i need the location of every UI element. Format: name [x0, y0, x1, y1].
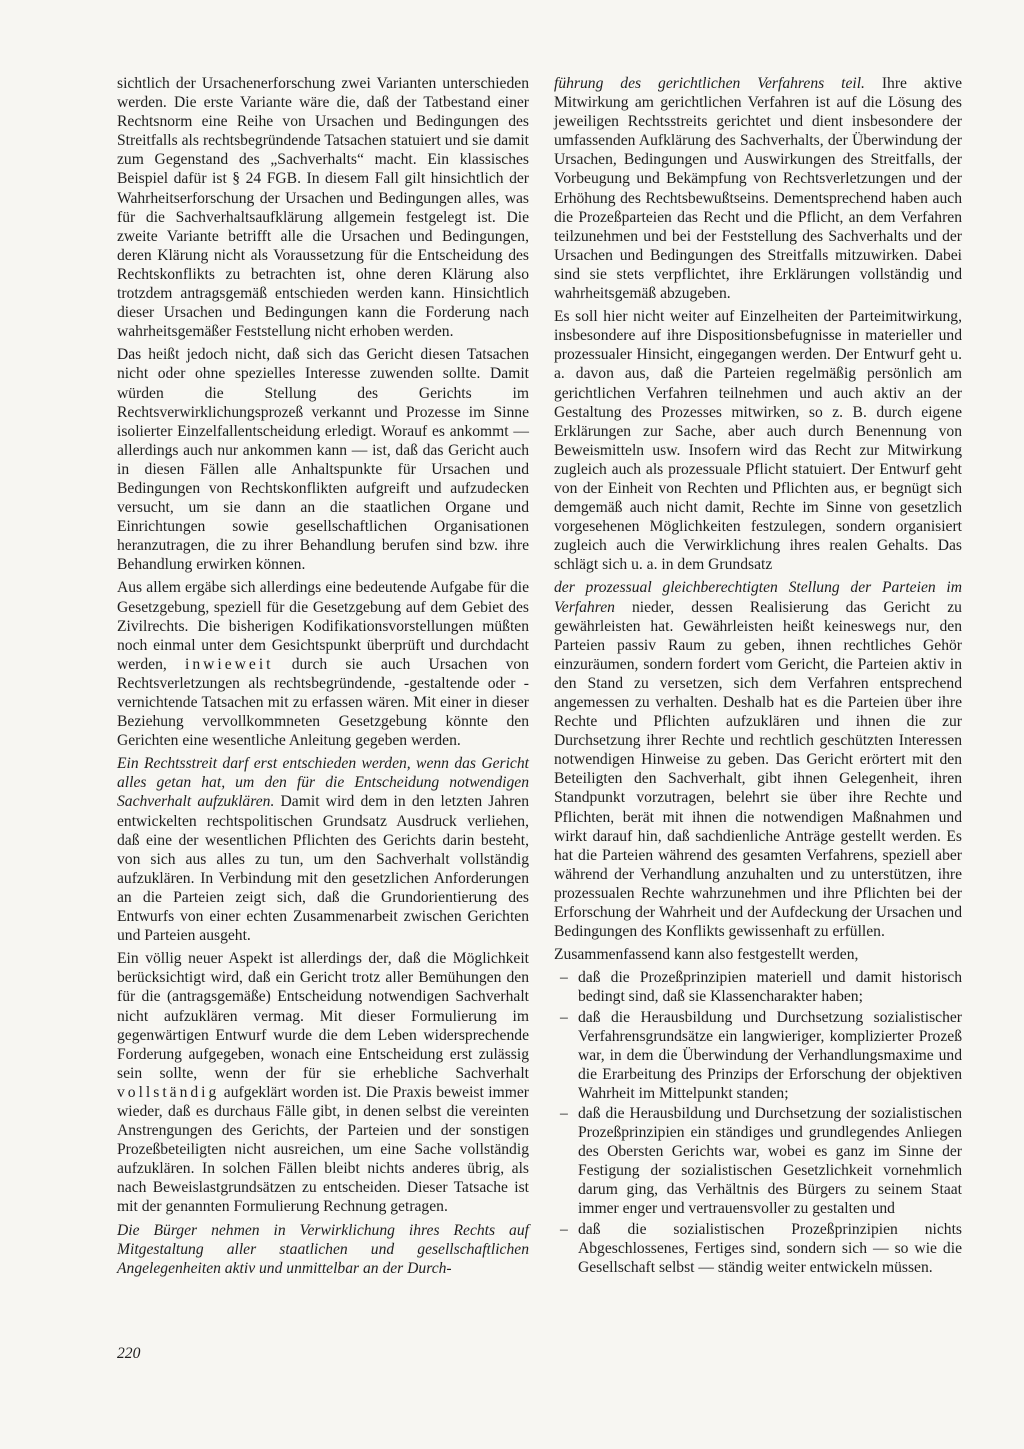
- paragraph: Das heißt jedoch nicht, daß sich das Gericht diesen Tatsachen nicht oder ohne spezielles Interesse zuwenden sollte. Damit würden die Stellung des Gerichts im Rechtsverwirklichungsprozeß verkannt und Prozesse im Sinne isolierter Einzelfallentscheidung erledigt. Worauf es ankommt — allerdings auch nur ankommen kann — ist, daß das Gericht auch in diesen Fällen alle Anhaltspunkte für Ursachen und Bedingungen von Rechtskonflikten aufgreift und aufzudecken versucht, um sie dann an die staatlichen Organe und Einrichtungen sowie gesellschaftlichen Organisationen heranzutragen, die zu ihrer Behandlung berufen sind bzw. ihre Behandlung erwirken können.: [117, 346, 529, 574]
- paragraph: der prozessual gleichberechtigten Stellung der Parteien im Verfahren nieder, dessen Realisierung das Gericht zu gewährleisten hat. Gewährleisten heißt keineswegs nur, den Parteien passiv Raum zu geben, ihnen rechtliches Gehör einzuräumen, sondern fordert vom Gericht, die Parteien aktiv in den Stand zu versetzen, sich dem Verfahren entsprechend angemessen zu verhalten. Deshalb hat es die Parteien über ihre Rechte und Pflichten aufzuklären und ihnen die zur Durchsetzung ihrer Rechte und rechtlich geschützten Interessen notwendigen Hinweise zu geben. Das Gericht erörtert mit den Beteiligten den Sachverhalt, gibt ihnen Gelegenheit, ihren Standpunkt vorzutragen, belehrt sie über ihre Rechte und Pflichten, berät mit ihnen die notwendigen Maßnahmen und wirkt darauf hin, daß sachdienliche Anträge gestellt werden. Es hat die Parteien während des gesamten Verfahrens, speziell aber während der Verhandlung anzuhalten und zu unterstützen, ihre prozessualen Rechte wahrzunehmen und ihre Pflichten bei der Erforschung der Wahrheit und der Aufdeckung der Ursachen und Bedingungen des Konflikts gewissenhaft zu erfüllen.: [554, 579, 962, 941]
- spaced-emphasis: inwieweit: [185, 655, 274, 673]
- paragraph: sichtlich der Ursachenerforschung zwei Varianten unterschieden werden. Die erste Variante wäre die, daß der Tatbestand einer Rechtsnorm eine Reihe von Ursachen und Bedingungen des Streitfalls als rechtsbegründende Tatsachen statuiert und sie damit zum Gegenstand des „Sachverhalts“ macht. Ein klassisches Beispiel dafür ist § 24 FGB. In diesem Fall gilt hinsichtlich der Wahrheitserforschung der Ursachen und Bedingungen alles, was für die Sachverhaltsaufklärung allgemein festgelegt ist. Die zweite Variante betrifft alle die Ursachen und Bedingungen, deren Klärung nicht als Voraussetzung für die Entscheidung des Rechtskonflikts zu betrachten ist, ohne deren Klärung also trotzdem antragsgemäß entschieden werden kann. Hinsichtlich dieser Ursachen und Bedingungen kann die Forderung nach wahrheitsgemäßer Feststellung nicht erhoben werden.: [117, 75, 529, 341]
- page-number: 220: [117, 1345, 141, 1362]
- principle-heading: Die Bürger nehmen in Verwirklichung ihres Rechts auf Mitgestaltung aller staatlichen und gesellschaftlichen Angelegenheiten aktiv und unmittelbar an der Durch-: [117, 1221, 529, 1277]
- paragraph: Zusammenfassend kann also festgestellt werden,: [554, 946, 859, 964]
- principle-heading: der prozessual gleichberechtigten Stellung der Parteien im Verfahren: [554, 579, 962, 616]
- list-item: – daß die Herausbildung und Durchsetzung der sozialistischen Prozeßprinzipien ein ständiges und grundlegendes Anliegen des Obersten Gerichts war, wobei es ganz im Sinne der Festigung der sozialistischen Gesetzlichkeit vornehmlich darum ging, das Verhältnis des Bürgers zu seinem Staat immer enger und vertrauensvoller zu gestalten und: [554, 1104, 962, 1219]
- paragraph: führung des gerichtlichen Verfahrens teil. Ihre aktive Mitwirkung am gerichtlichen Verfahren ist auf die Lösung des jeweiligen Rechtsstreits gerichtet und dient insbesondere der umfassenden Aufklärung des Sachverhalts, der Überwindung der Ursachen, Bedingungen und Auswirkungen des Streitfalls, der Vorbeugung und Bekämpfung von Rechtsverletzungen und der Erhöhung des Rechtsbewußtseins. Dementsprechend haben auch die Prozeßparteien das Recht und die Pflicht, an dem Verfahren teilzunehmen und bei der Feststellung des Sachverhalts und der Ursachen und Bedingungen des Streitfalls mitzuwirken. Dabei sind sie stets verpflichtet, ihre Erklärungen vollständig und wahrheitsgemäß abzugeben.: [554, 75, 962, 303]
- list-item: – daß die sozialistischen Prozeßprinzipien nichts Abgeschlossenes, Fertiges sind, sondern sich — so wie die Gesellschaft selbst — ständig weiter entwickeln müssen.: [554, 1220, 962, 1277]
- paragraph: Ein völlig neuer Aspekt ist allerdings der, daß die Möglichkeit berücksichtigt wird, daß ein Gericht trotz aller Bemühungen den für die (antragsgemäße) Entscheidung notwendigen Sachverhalt nicht aufzuklären vermag. Mit dieser Formulierung im gegenwärtigen Entwurf wurde die dem Leben widersprechende Forderung aufgegeben, wonach eine Entscheidung erst zulässig sein sollte, wenn der für sie erhebliche Sachverhalt vollständig aufgeklärt worden ist. Die Praxis beweist immer wieder, daß es durchaus Fälle gibt, in denen selbst die vereinten Anstrengungen des Gerichts, der Parteien und der sonstigen Prozeßbeteiligten nicht ausreichen, um eine Sache vollständig aufzuklären. In solchen Fällen bleibt nichts anderes übrig, als nach Beweislastgrundsätzen zu entscheiden. Dieser Tatsache ist mit der genannten Formulierung Rechnung getragen.: [117, 950, 529, 1216]
- spaced-emphasis: vollständig: [117, 1083, 220, 1101]
- left-column: [117, 74, 529, 1282]
- principle-heading: Ein Rechtsstreit darf erst entschieden werden, wenn das Gericht alles getan hat, um den für die Entscheidung notwendigen Sachverhalt aufzuklären.: [117, 755, 529, 811]
- principle-heading: führung des gerichtlichen Verfahrens teil.: [554, 75, 865, 92]
- paragraph: [117, 1221, 529, 1278]
- list-item: – daß die Prozeßprinzipien materiell und damit historisch bedingt sind, daß sie Klassencharakter haben;: [554, 968, 962, 1006]
- summary-list: [554, 968, 962, 1277]
- paragraph: Es soll hier nicht weiter auf Einzelheiten der Parteimitwirkung, insbesondere auf ihre Dispositionsbefugnisse in materieller und prozessualer Hinsicht, eingegangen werden. Der Entwurf geht u. a. davon aus, daß die Parteien regelmäßig persönlich am gerichtlichen Verfahren teilnehmen und auch aktiv an der Gestaltung des Prozesses mitwirken, so z. B. durch eigene Erklärungen zur Sache, aber auch durch Benennung von Beweismitteln usw. Insofern wird das Recht zur Mitwirkung zugleich auch als prozessuale Pflicht statuiert. Der Entwurf geht von der Einheit von Rechten und Pflichten aus, er begnügt sich demgemäß auch nicht damit, Rechte im Sinne von gesetzlich vorgesehenen Möglichkeiten festzulegen, sondern organisiert zugleich auch die Verwirklichung ihres realen Gehalts. Das schlägt sich u. a. in dem Grundsatz: [554, 308, 962, 574]
- right-column: [554, 74, 962, 1278]
- paragraph: Aus allem ergäbe sich allerdings eine bedeutende Aufgabe für die Gesetzgebung, speziell für die Gesetzgebung auf dem Gebiet des Zivilrechts. Die bisherigen Kodifikationsvorstellungen müßten noch einmal unter dem Gesichtspunkt überprüft und durchdacht werden, inwieweit durch sie auch Ursachen von Rechtsverletzungen als rechtsbegründende, -gestaltende oder -vernichtende Tatsachen mit zu erfassen wären. Mit einer in dieser Beziehung vervollkommneten Gesetzgebung könnte den Gerichten eine wesentliche Anleitung gegeben werden.: [117, 579, 529, 750]
- list-item: – daß die Herausbildung und Durchsetzung sozialistischer Verfahrensgrundsätze ein langwieriger, komplizierter Prozeß war, in dem die Überwindung der Verhandlungsmaxime und die Erarbeitung des Prinzips der Erforschung der objektiven Wahrheit im Mittelpunkt standen;: [554, 1008, 962, 1103]
- paragraph: Ein Rechtsstreit darf erst entschieden werden, wenn das Gericht alles getan hat, um den für die Entscheidung notwendigen Sachverhalt aufzuklären. Damit wird dem in den letzten Jahren entwickelten rechtspolitischen Grundsatz Ausdruck verliehen, daß eine der wesentlichen Pflichten des Gerichts darin besteht, von sich aus alles zu tun, um den Sachverhalt vollständig aufzuklären. In Verbindung mit den gesetzlichen Anforderungen an die Parteien zeigt sich, daß die Grundorientierung des Entwurfs von einer echten Zusammenarbeit zwischen Gerichten und Parteien ausgeht.: [117, 755, 530, 945]
